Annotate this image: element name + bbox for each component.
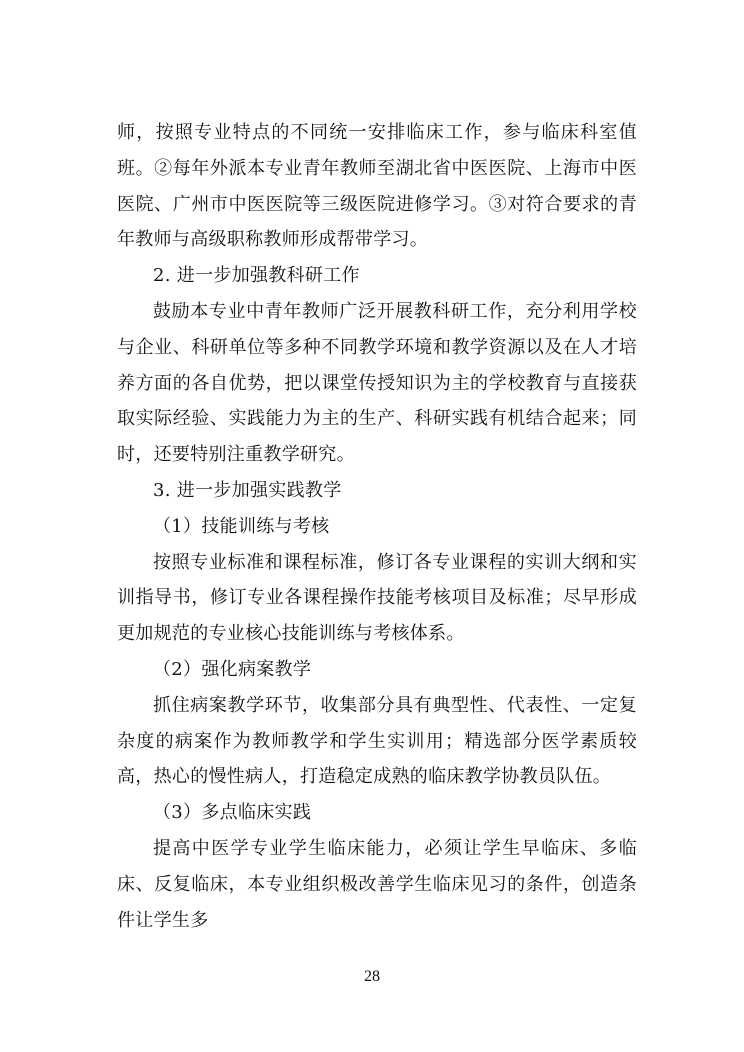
paragraph-case-teaching: 抓住病案教学环节，收集部分具有典型性、代表性、一定复杂度的病案作为教师教学和学生实训用；精选部分医学素质较高，热心的慢性病人，打造稳定成熟的临床教学协教员队伍。 xyxy=(117,694,637,788)
heading-practical-teaching: 3. 进一步加强实践教学 xyxy=(153,479,342,501)
subheading-case-teaching: （2）强化病案教学 xyxy=(153,658,312,680)
document-body xyxy=(117,115,637,938)
page-number: 28 xyxy=(364,968,380,985)
paragraph-teacher-training-continued: 师，按照专业特点的不同统一安排临床工作，参与临床科室值班。②每年外派本专业青年教师至湖北省中医医院、上海市中医医院、广州市中医医院等三级医院进修学习。③对符合要求的青年教师与高级职称教师形成帮带学习。 xyxy=(117,122,637,251)
paragraph-research-work: 鼓励本专业中青年教师广泛开展教科研工作，充分利用学校与企业、科研单位等多种不同教学环境和教学资源以及在人才培养方面的各自优势，把以课堂传授知识为主的学校教育与直接获取实际经验、实践能力为主的生产、科研实践有机结合起来；同时，还要特别注重教学研究。 xyxy=(117,300,637,466)
paragraph-skill-training: 按照专业标准和课程标准，修订各专业课程的实训大纲和实训指导书，修订专业各课程操作技能考核项目及标准；尽早形成更加规范的专业核心技能训练与考核体系。 xyxy=(117,551,637,645)
subheading-skill-training: （1）技能训练与考核 xyxy=(153,515,330,537)
heading-research-work: 2. 进一步加强教科研工作 xyxy=(153,265,360,287)
paragraph-clinical-practice: 提高中医学专业学生临床能力，必须让学生早临床、多临床、反复临床，本专业组织极改善学生临床见习的条件，创造条件让学生多 xyxy=(117,837,637,931)
subheading-clinical-practice: （3）多点临床实践 xyxy=(153,802,312,824)
